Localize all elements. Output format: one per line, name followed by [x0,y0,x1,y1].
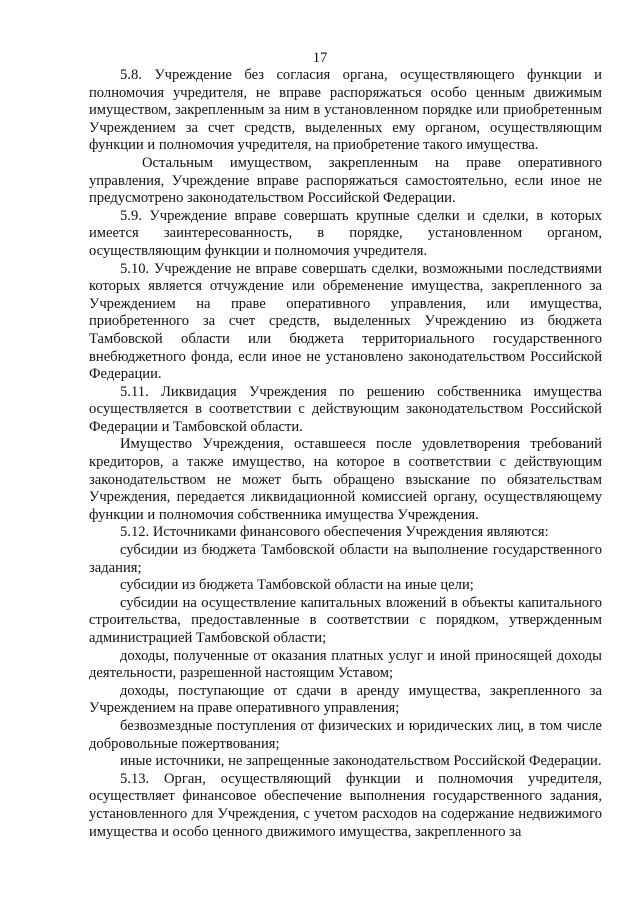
paragraph-5-10: 5.10. Учреждение не вправе совершать сделки, возможными последствиями которых является отчуждение или обременение имущества, закрепленного за Учреждением на праве оперативного управления, или имущества, приобретенного за счет средств, выделенных Учреждению из бюджета Тамбовской области или бюджета территориального государственного внебюджетного фонда, если иное не установлено законодательством Российской Федерации. [89,260,602,383]
document-body [89,67,602,841]
funding-source-item: субсидии из бюджета Тамбовской области на выполнение государственного задания; [89,542,602,576]
funding-source-item: иные источники, не запрещенные законодательством Российской Федерации. [120,753,602,770]
funding-source-item: безвозмездные поступления от физических и юридических лиц, в том числе добровольные пожертвования; [89,717,602,752]
page-number: 17 [312,50,328,66]
paragraph-5-8: 5.8. Учреждение без согласия органа, осуществляющего функции и полномочия учредителя, не вправе распоряжаться особо ценным движимым имуществом, закрепленным за ним в установленном порядке или приобретенным Учреждением за счет средств, выделенных ему органом, осуществляющим функции и полномочия учредителя, на приобретение такого имущества. [89,67,602,154]
paragraph-5-13: 5.13. Орган, осуществляющий функции и полномочия учредителя, осуществляет финансовое обеспечение выполнения государственного задания, установленного для Учреждения, с учетом расходов на содержание недвижимого имущества и особо ценного движимого имущества, закрепленного за [89,770,602,840]
paragraph-5-9: 5.9. Учреждение вправе совершать крупные сделки и сделки, в которых имеется заинтересованность, в порядке, установленном органом, осуществляющим функции и полномочия учредителя. [89,207,602,259]
funding-source-item: субсидии на осуществление капитальных вложений в объекты капитального строительства, предоставленные в соответствии с порядком, утвержденным администрацией Тамбовской области; [89,594,602,646]
funding-source-item: доходы, полученные от оказания платных услуг и иной приносящей доходы деятельности, разрешенной настоящим Уставом; [89,647,602,682]
funding-source-item: доходы, поступающие от сдачи в аренду имущества, закрепленного за Учреждением на праве оперативного управления; [89,682,602,717]
paragraph-5-12: 5.12. Источниками финансового обеспечения Учреждения являются: [120,524,549,541]
funding-source-item: субсидии из бюджета Тамбовской области на иные цели; [120,577,474,594]
paragraph-5-8-continued: Остальным имуществом, закрепленным на праве оперативного управления, Учреждение вправе распоряжаться самостоятельно, если иное не предусмотрено законодательством Российской Федерации. [89,154,602,207]
paragraph-5-11: 5.11. Ликвидация Учреждения по решению собственника имущества осуществляется в соответствии с действующим законодательством Российской Федерации и Тамбовской области. [89,383,602,435]
paragraph-5-11-continued: Имущество Учреждения, оставшееся после удовлетворения требований кредиторов, а также имущество, на которое в соответствии с действующим законодательством не может быть обращено взыскание по обязательствам Учреждения, передается ликвидационной комиссией органу, осуществляющему функции и полномочия собственника имущества Учреждения. [89,436,602,523]
